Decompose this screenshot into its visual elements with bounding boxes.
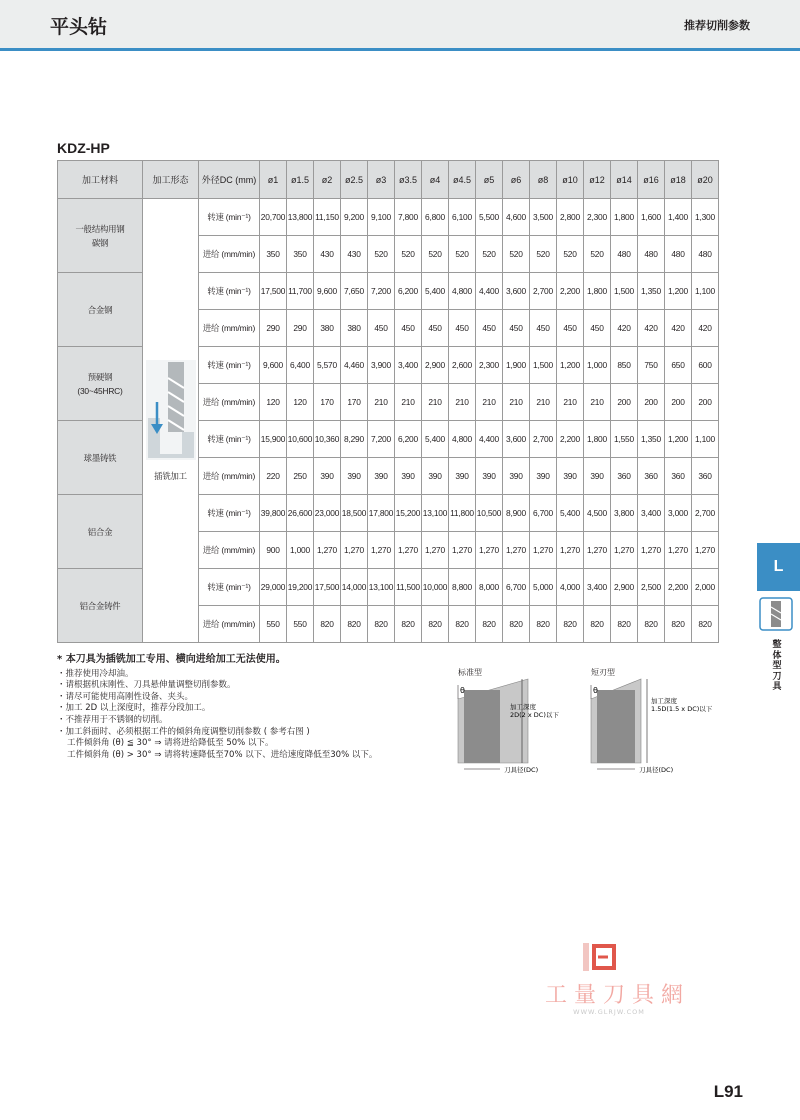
value-cell: 480	[611, 236, 638, 273]
value-cell: 2,200	[557, 273, 584, 310]
value-cell: 11,700	[287, 273, 314, 310]
value-cell: 820	[584, 606, 611, 643]
value-cell: 9,600	[260, 347, 287, 384]
value-cell: 5,570	[314, 347, 341, 384]
diameter-header: ø16	[638, 161, 665, 199]
value-cell: 3,400	[395, 347, 422, 384]
value-cell: 3,800	[611, 495, 638, 532]
value-cell: 820	[422, 606, 449, 643]
value-cell: 1,900	[503, 347, 530, 384]
value-cell: 820	[503, 606, 530, 643]
notes-headline: * 本刀具为插铣加工专用、横向进给加工无法使用。	[57, 654, 286, 665]
feed-label: 进给 (mm/min)	[199, 606, 260, 643]
value-cell: 520	[530, 236, 557, 273]
value-cell: 380	[341, 310, 368, 347]
note-subitem: 工件倾斜角 (θ) ≦ 30° ⇒ 请将进给降低至 50% 以下。	[67, 738, 274, 749]
value-cell: 390	[476, 458, 503, 495]
value-cell: 550	[260, 606, 287, 643]
value-cell: 210	[557, 384, 584, 421]
value-cell: 29,000	[260, 569, 287, 606]
value-cell: 5,400	[557, 495, 584, 532]
value-cell: 480	[638, 236, 665, 273]
value-cell: 17,500	[260, 273, 287, 310]
value-cell: 13,100	[368, 569, 395, 606]
value-cell: 820	[368, 606, 395, 643]
depth-label: 加工深度	[651, 697, 677, 705]
value-cell: 390	[530, 458, 557, 495]
note-item: ・加工 2D 以上深度时，推荐分段加工。	[57, 703, 211, 714]
value-cell: 7,650	[341, 273, 368, 310]
value-cell: 4,400	[476, 273, 503, 310]
value-cell: 9,200	[341, 199, 368, 236]
diameter-header: ø4	[422, 161, 449, 199]
watermark-text: 工量刀具網	[545, 983, 691, 1008]
theta-label: θ	[460, 686, 465, 695]
material-name: 一般结构用钢	[75, 223, 125, 234]
value-cell: 1,350	[638, 421, 665, 458]
value-cell: 550	[287, 606, 314, 643]
value-cell: 1,200	[665, 273, 692, 310]
material-name: (30~45HRC)	[77, 385, 123, 396]
value-cell: 19,200	[287, 569, 314, 606]
value-cell: 450	[422, 310, 449, 347]
value-cell: 11,500	[395, 569, 422, 606]
value-cell: 210	[476, 384, 503, 421]
value-cell: 3,600	[503, 421, 530, 458]
value-cell: 390	[584, 458, 611, 495]
value-cell: 2,000	[692, 569, 719, 606]
speed-label: 转速 (min⁻¹)	[199, 495, 260, 532]
value-cell: 820	[530, 606, 557, 643]
value-cell: 1,500	[530, 347, 557, 384]
value-cell: 6,400	[287, 347, 314, 384]
page-title: 平头钻	[50, 16, 108, 38]
side-label: 整体型刀具	[772, 640, 782, 692]
value-cell: 390	[368, 458, 395, 495]
diameter-header: ø3	[368, 161, 395, 199]
value-cell: 820	[476, 606, 503, 643]
material-cell	[58, 347, 143, 421]
feed-label: 进给 (mm/min)	[199, 236, 260, 273]
value-cell: 1,100	[692, 421, 719, 458]
value-cell: 1,000	[287, 532, 314, 569]
diameter-header: ø8	[530, 161, 557, 199]
value-cell: 17,500	[314, 569, 341, 606]
diameter-header: ø2	[314, 161, 341, 199]
header-form: 加工形态	[143, 161, 199, 199]
value-cell: 220	[260, 458, 287, 495]
value-cell: 4,600	[503, 199, 530, 236]
value-cell: 200	[638, 384, 665, 421]
watermark-url: WWW.GLRJW.COM	[573, 1008, 645, 1016]
value-cell: 390	[341, 458, 368, 495]
value-cell: 13,100	[422, 495, 449, 532]
value-cell: 3,000	[665, 495, 692, 532]
feed-label: 进给 (mm/min)	[199, 310, 260, 347]
process-form-cell	[143, 199, 199, 643]
value-cell: 820	[395, 606, 422, 643]
value-cell: 1,270	[665, 532, 692, 569]
usage-notes	[57, 654, 442, 761]
value-cell: 120	[260, 384, 287, 421]
header-material: 加工材料	[58, 161, 143, 199]
value-cell: 450	[584, 310, 611, 347]
material-cell	[58, 421, 143, 495]
value-cell: 4,500	[584, 495, 611, 532]
value-cell: 1,300	[692, 199, 719, 236]
value-cell: 430	[341, 236, 368, 273]
value-cell: 210	[422, 384, 449, 421]
value-cell: 5,400	[422, 421, 449, 458]
value-cell: 7,200	[368, 273, 395, 310]
section-tab: L	[757, 543, 800, 591]
note-subitem: 工件倾斜角 (θ) > 30° ⇒ 请将转速降低至70% 以下、进给速度降低至30% 以下。	[67, 749, 378, 760]
value-cell: 2,700	[692, 495, 719, 532]
value-cell: 9,600	[314, 273, 341, 310]
value-cell: 6,200	[395, 421, 422, 458]
value-cell: 3,900	[368, 347, 395, 384]
depth-limit: 2D(2 x DC)以下	[510, 711, 559, 719]
feed-label: 进给 (mm/min)	[199, 532, 260, 569]
value-cell: 360	[665, 458, 692, 495]
standard-type-diagram	[450, 665, 580, 775]
value-cell: 15,900	[260, 421, 287, 458]
value-cell: 2,300	[584, 199, 611, 236]
value-cell: 480	[665, 236, 692, 273]
header-accent-bar	[0, 48, 800, 51]
value-cell: 1,270	[530, 532, 557, 569]
feed-label: 进给 (mm/min)	[199, 384, 260, 421]
standard-title: 标准型	[458, 668, 482, 677]
value-cell: 6,100	[449, 199, 476, 236]
material-name: 碳钢	[91, 237, 109, 248]
value-cell: 1,270	[584, 532, 611, 569]
value-cell: 1,270	[449, 532, 476, 569]
plunge-milling-icon	[146, 360, 196, 460]
table-row	[58, 199, 719, 236]
tool-body	[464, 690, 500, 763]
material-name: 合金钢	[87, 304, 113, 315]
value-cell: 14,000	[341, 569, 368, 606]
value-cell: 6,700	[503, 569, 530, 606]
value-cell: 390	[314, 458, 341, 495]
value-cell: 4,000	[557, 569, 584, 606]
diameter-header: ø10	[557, 161, 584, 199]
value-cell: 170	[341, 384, 368, 421]
diameter-header: ø6	[503, 161, 530, 199]
value-cell: 650	[665, 347, 692, 384]
value-cell: 450	[368, 310, 395, 347]
tool-body	[597, 690, 635, 763]
value-cell: 210	[368, 384, 395, 421]
value-cell: 290	[287, 310, 314, 347]
process-form-label: 插铣加工	[154, 470, 187, 481]
model-name: KDZ-HP	[57, 140, 110, 156]
value-cell: 520	[584, 236, 611, 273]
value-cell: 390	[422, 458, 449, 495]
value-cell: 290	[260, 310, 287, 347]
value-cell: 1,200	[557, 347, 584, 384]
value-cell: 17,800	[368, 495, 395, 532]
value-cell: 520	[449, 236, 476, 273]
value-cell: 13,800	[287, 199, 314, 236]
value-cell: 390	[557, 458, 584, 495]
value-cell: 820	[449, 606, 476, 643]
value-cell: 350	[260, 236, 287, 273]
value-cell: 4,400	[476, 421, 503, 458]
value-cell: 450	[476, 310, 503, 347]
header-diameter: 外径DC (mm)	[199, 161, 260, 199]
value-cell: 1,270	[395, 532, 422, 569]
value-cell: 210	[395, 384, 422, 421]
value-cell: 10,000	[422, 569, 449, 606]
feed-label: 进给 (mm/min)	[199, 458, 260, 495]
value-cell: 2,700	[530, 273, 557, 310]
value-cell: 5,000	[530, 569, 557, 606]
cutting-parameters-table	[57, 160, 719, 643]
value-cell: 10,500	[476, 495, 503, 532]
diameter-header: ø18	[665, 161, 692, 199]
value-cell: 6,200	[395, 273, 422, 310]
diameter-header: ø1	[260, 161, 287, 199]
theta-label: θ	[593, 686, 598, 695]
value-cell: 1,270	[422, 532, 449, 569]
diameter-header: ø20	[692, 161, 719, 199]
value-cell: 480	[692, 236, 719, 273]
depth-limit: 1.5D(1.5 x DC)以下	[651, 705, 713, 713]
value-cell: 210	[584, 384, 611, 421]
diameter-header: ø1.5	[287, 161, 314, 199]
value-cell: 450	[530, 310, 557, 347]
value-cell: 26,600	[287, 495, 314, 532]
speed-label: 转速 (min⁻¹)	[199, 199, 260, 236]
value-cell: 2,200	[557, 421, 584, 458]
value-cell: 1,270	[341, 532, 368, 569]
value-cell: 1,350	[638, 273, 665, 310]
value-cell: 360	[611, 458, 638, 495]
short-title: 短刃型	[591, 668, 615, 677]
depth-label: 加工深度	[510, 703, 536, 711]
value-cell: 4,460	[341, 347, 368, 384]
note-item: ・不推荐用于不锈钢的切削。	[57, 714, 168, 725]
value-cell: 520	[395, 236, 422, 273]
value-cell: 7,200	[368, 421, 395, 458]
value-cell: 1,800	[611, 199, 638, 236]
value-cell: 450	[503, 310, 530, 347]
value-cell: 15,200	[395, 495, 422, 532]
value-cell: 1,270	[476, 532, 503, 569]
value-cell: 1,500	[611, 273, 638, 310]
value-cell: 520	[557, 236, 584, 273]
note-item: ・请尽可能使用高刚性设备、夹头。	[57, 691, 194, 702]
value-cell: 6,700	[530, 495, 557, 532]
value-cell: 4,800	[449, 273, 476, 310]
value-cell: 900	[260, 532, 287, 569]
diameter-header: ø12	[584, 161, 611, 199]
value-cell: 1,100	[692, 273, 719, 310]
value-cell: 1,800	[584, 421, 611, 458]
value-cell: 820	[665, 606, 692, 643]
value-cell: 1,270	[557, 532, 584, 569]
value-cell: 5,500	[476, 199, 503, 236]
value-cell: 2,900	[611, 569, 638, 606]
value-cell: 23,000	[314, 495, 341, 532]
value-cell: 820	[557, 606, 584, 643]
page-header	[0, 0, 800, 50]
value-cell: 450	[449, 310, 476, 347]
short-type-diagram	[585, 665, 735, 775]
value-cell: 20,700	[260, 199, 287, 236]
value-cell: 1,270	[611, 532, 638, 569]
value-cell: 2,200	[665, 569, 692, 606]
diameter-header: ø5	[476, 161, 503, 199]
value-cell: 380	[314, 310, 341, 347]
material-name: 预硬钢	[87, 371, 113, 382]
value-cell: 1,550	[611, 421, 638, 458]
diameter-header: ø14	[611, 161, 638, 199]
value-cell: 3,600	[503, 273, 530, 310]
value-cell: 420	[665, 310, 692, 347]
value-cell: 2,800	[557, 199, 584, 236]
value-cell: 3,400	[584, 569, 611, 606]
value-cell: 520	[503, 236, 530, 273]
value-cell: 2,300	[476, 347, 503, 384]
value-cell: 420	[611, 310, 638, 347]
speed-label: 转速 (min⁻¹)	[199, 421, 260, 458]
value-cell: 1,270	[638, 532, 665, 569]
value-cell: 210	[530, 384, 557, 421]
material-cell	[58, 199, 143, 273]
value-cell: 250	[287, 458, 314, 495]
value-cell: 200	[692, 384, 719, 421]
watermark-logo	[580, 940, 620, 974]
value-cell: 1,400	[665, 199, 692, 236]
value-cell: 520	[422, 236, 449, 273]
value-cell: 750	[638, 347, 665, 384]
material-name: 球墨铸铁	[83, 452, 117, 463]
value-cell: 8,290	[341, 421, 368, 458]
value-cell: 390	[395, 458, 422, 495]
value-cell: 820	[341, 606, 368, 643]
section-label: 推荐切削参数	[684, 19, 750, 32]
material-name: 铝合金	[87, 526, 113, 537]
value-cell: 520	[476, 236, 503, 273]
value-cell: 360	[692, 458, 719, 495]
value-cell: 11,800	[449, 495, 476, 532]
value-cell: 10,600	[287, 421, 314, 458]
value-cell: 2,500	[638, 569, 665, 606]
value-cell: 820	[692, 606, 719, 643]
value-cell: 8,900	[503, 495, 530, 532]
value-cell: 1,800	[584, 273, 611, 310]
value-cell: 5,400	[422, 273, 449, 310]
value-cell: 360	[638, 458, 665, 495]
material-cell	[58, 569, 143, 643]
value-cell: 8,000	[476, 569, 503, 606]
value-cell: 820	[611, 606, 638, 643]
note-item: ・请根据机床刚性、刀具悬伸量调整切削参数。	[57, 680, 236, 691]
value-cell: 1,200	[665, 421, 692, 458]
dc-label: 刀具径(DC)	[639, 766, 674, 774]
value-cell: 170	[314, 384, 341, 421]
speed-label: 转速 (min⁻¹)	[199, 347, 260, 384]
diameter-header: ø3.5	[395, 161, 422, 199]
value-cell: 820	[314, 606, 341, 643]
value-cell: 7,800	[395, 199, 422, 236]
value-cell: 200	[665, 384, 692, 421]
value-cell: 4,800	[449, 421, 476, 458]
material-cell	[58, 273, 143, 347]
dc-label: 刀具径(DC)	[504, 766, 539, 774]
diameter-header: ø4.5	[449, 161, 476, 199]
value-cell: 2,900	[422, 347, 449, 384]
value-cell: 1,270	[503, 532, 530, 569]
value-cell: 6,800	[422, 199, 449, 236]
value-cell: 3,400	[638, 495, 665, 532]
value-cell: 2,700	[530, 421, 557, 458]
value-cell: 820	[638, 606, 665, 643]
material-name: 铝合金铸件	[79, 600, 121, 611]
value-cell: 18,500	[341, 495, 368, 532]
value-cell: 1,270	[314, 532, 341, 569]
speed-label: 转速 (min⁻¹)	[199, 273, 260, 310]
value-cell: 9,100	[368, 199, 395, 236]
value-cell: 120	[287, 384, 314, 421]
value-cell: 39,800	[260, 495, 287, 532]
value-cell: 450	[557, 310, 584, 347]
value-cell: 420	[638, 310, 665, 347]
value-cell: 1,270	[368, 532, 395, 569]
page-number: L91	[713, 1082, 743, 1101]
value-cell: 420	[692, 310, 719, 347]
value-cell: 390	[449, 458, 476, 495]
value-cell: 450	[395, 310, 422, 347]
value-cell: 10,360	[314, 421, 341, 458]
note-item: ・推荐使用冷却油。	[57, 668, 134, 679]
value-cell: 600	[692, 347, 719, 384]
value-cell: 350	[287, 236, 314, 273]
value-cell: 200	[611, 384, 638, 421]
value-cell: 11,150	[314, 199, 341, 236]
value-cell: 210	[449, 384, 476, 421]
speed-label: 转速 (min⁻¹)	[199, 569, 260, 606]
note-item: ・加工斜面时、必须根据工件的倾斜角度调整切削参数 ( 参考右图 )	[57, 726, 310, 737]
value-cell: 3,500	[530, 199, 557, 236]
value-cell: 1,000	[584, 347, 611, 384]
value-cell: 1,270	[692, 532, 719, 569]
value-cell: 210	[503, 384, 530, 421]
value-cell: 8,800	[449, 569, 476, 606]
value-cell: 1,600	[638, 199, 665, 236]
value-cell: 850	[611, 347, 638, 384]
value-cell: 430	[314, 236, 341, 273]
value-cell: 520	[368, 236, 395, 273]
value-cell: 2,600	[449, 347, 476, 384]
end-mill-icon	[759, 597, 793, 631]
value-cell: 390	[503, 458, 530, 495]
material-cell	[58, 495, 143, 569]
diameter-header: ø2.5	[341, 161, 368, 199]
